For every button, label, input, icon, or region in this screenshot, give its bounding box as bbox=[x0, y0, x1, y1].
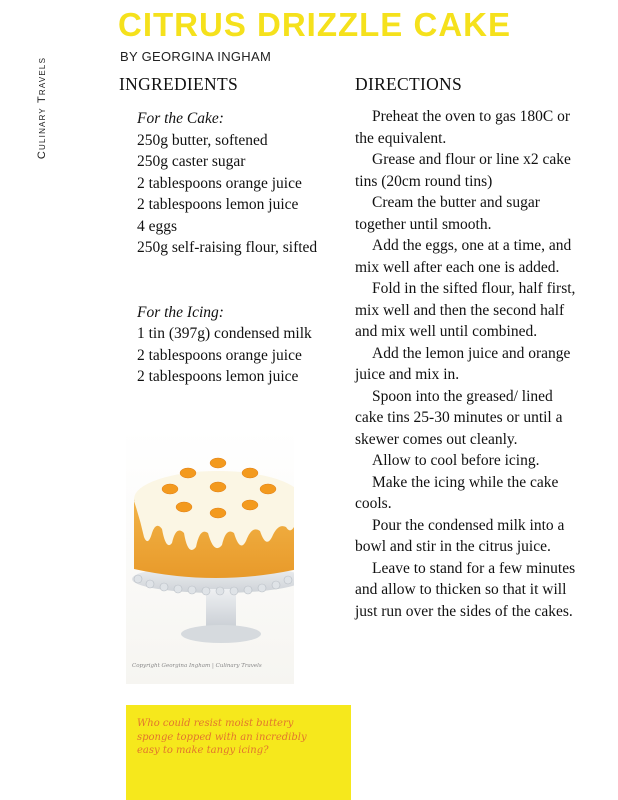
direction-step: Grease and flour or line x2 cake tins (20cm round tins) bbox=[355, 151, 571, 190]
ingredient-item: 2 tablespoons orange juice bbox=[137, 346, 302, 364]
direction-step: Add the eggs, one at a time, and mix well after each one is added. bbox=[355, 237, 572, 276]
icing-subheading: For the Icing: bbox=[137, 303, 224, 321]
direction-step: Allow to cool before icing. bbox=[372, 452, 540, 469]
direction-step: Make the icing while the cake cools. bbox=[355, 473, 559, 512]
cake-illustration bbox=[126, 429, 294, 684]
direction-step: Fold in the sifted flour, half first, mix well and then the second half and mix well until combined. bbox=[355, 280, 576, 340]
section-label-text: Culinary Travels bbox=[36, 56, 48, 160]
ingredients-list bbox=[118, 108, 350, 388]
ingredients-heading: INGREDIENTS bbox=[119, 74, 238, 94]
direction-step: Add the lemon juice and orange juice and mix in. bbox=[355, 344, 571, 383]
ingredient-item: 250g caster sugar bbox=[137, 153, 246, 170]
ingredient-item: 2 tablespoons orange juice bbox=[137, 174, 302, 192]
photo-copyright: Copyright Georgina Ingham | Culinary Travels bbox=[132, 663, 262, 669]
callout-text: Who could resist moist buttery sponge topped with an incredibly easy to make tangy icing? bbox=[137, 718, 307, 756]
recipe-title: CITRUS DRIZZLE CAKE bbox=[118, 6, 511, 43]
direction-step: Leave to stand for a few minutes and allow to thicken so that it will just run over the sides of the cakes. bbox=[355, 559, 576, 620]
direction-step: Preheat the oven to gas 180C or the equivalent. bbox=[355, 108, 571, 147]
ingredient-item: 250g butter, softened bbox=[137, 131, 268, 149]
cake-photo bbox=[126, 429, 294, 684]
direction-step: Cream the butter and sugar together until smooth. bbox=[355, 194, 540, 233]
ingredient-item: 2 tablespoons lemon juice bbox=[137, 368, 299, 385]
author-byline: BY GEORGINA INGHAM bbox=[120, 49, 272, 64]
direction-step: Pour the condensed milk into a bowl and stir in the citrus juice. bbox=[355, 516, 565, 555]
callout-box bbox=[126, 705, 351, 800]
ingredient-item: 250g self-raising flour, sifted bbox=[137, 239, 318, 256]
ingredient-item: 2 tablespoons lemon juice bbox=[137, 196, 299, 213]
direction-step: Spoon into the greased/ lined cake tins 25-30 minutes or until a skewer comes out cleanly. bbox=[355, 387, 563, 448]
directions-list bbox=[355, 106, 583, 622]
ingredient-item: 1 tin (397g) condensed milk bbox=[137, 325, 312, 342]
directions-heading: DIRECTIONS bbox=[355, 74, 463, 94]
cake-subheading: For the Cake: bbox=[137, 110, 224, 127]
ingredient-item: 4 eggs bbox=[137, 217, 178, 235]
section-label-vertical bbox=[33, 38, 51, 178]
section-spacer bbox=[118, 259, 350, 302]
